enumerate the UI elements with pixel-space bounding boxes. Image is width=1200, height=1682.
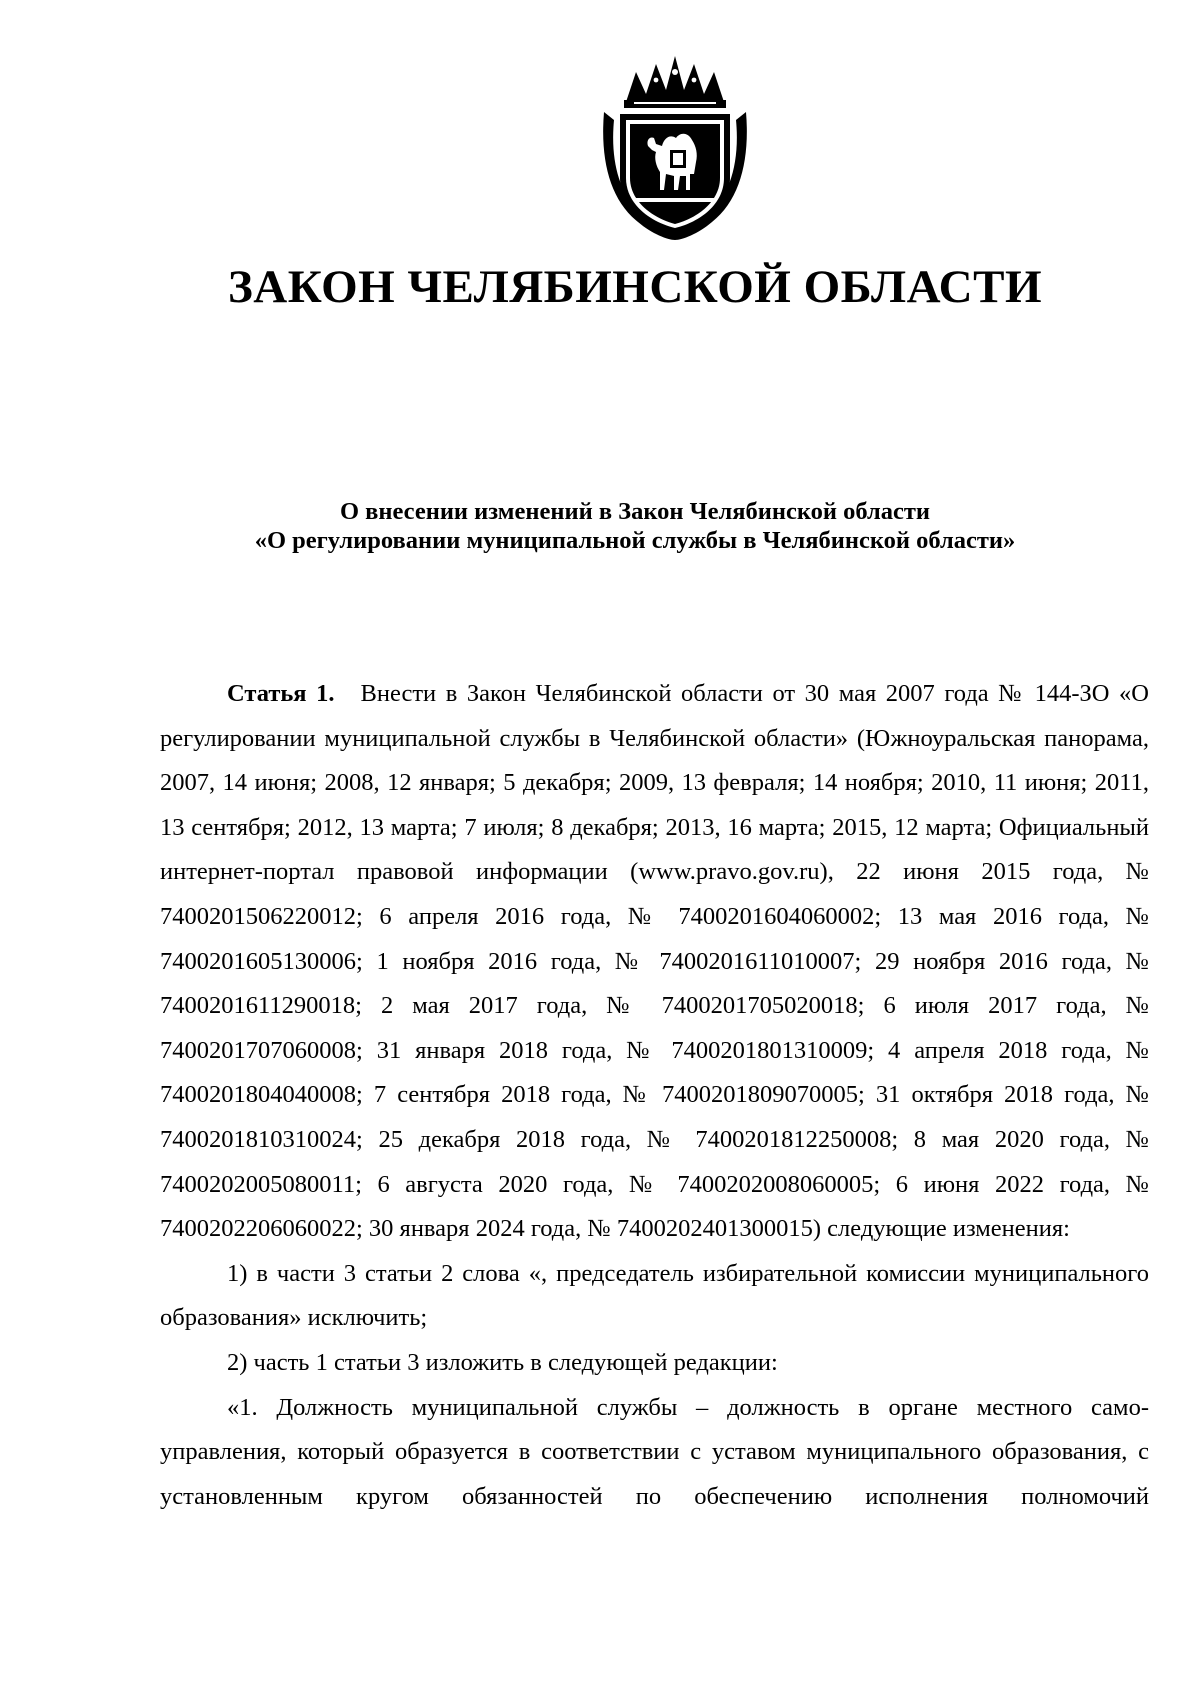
- article-1-paragraph: [160, 672, 1149, 1252]
- subject-line-2: «О регулировании муниципальной службы в Челябинской области»: [254, 527, 1016, 554]
- law-body: [160, 672, 1149, 1519]
- item-1-paragraph: 1) в части 3 статьи 2 слова «, председатель избирательной комиссии муниципального образования» исключить;: [160, 1259, 1149, 1332]
- subject-line-1: О внесении изменений в Закон Челябинской области: [339, 498, 931, 525]
- article-text: Внести в Закон Челябинской области от 30 мая 2007 года № 144-ЗО «О регулировании муниципальной службы в Челябинской области» (Южноуральская панорама, 2007, 14 июня; 2008, 12 января; 5 декабря; 2009, 13 февраля; 14 ноября; 2010, 11 июня; 2011, 13 сентября; 2012, 13 марта; 7 июля; 8 декабря; 2013, 16 марта; 2015, 12 марта; Официальный интернет-портал правовой информации (www.pravo.gov.ru), 22 июня 2015 года, № 7400201506220012; 6 апреля 2016 года, № 7400201604060002; 13 мая 2016 года, № 7400201605130006; 1 ноября 2016 года, № 7400201611010007; 29 ноября 2016 года, № 7400201611290018; 2 мая 2017 года, № 7400201705020018; 6 июля 2017 года, № 7400201707060008; 31 января 2018 года, № 7400201801310009; 4 апреля 2018 года, № 7400201804040008; 7 сентября 2018 года, № 7400201809070005; 31 октября 2018 года, № 7400201810310024; 25 декабря 2018 года, № 7400201812250008; 8 мая 2020 года, № 7400202005080011; 6 августа 2020 года, № 7400202008060005; 6 июня 2022 года, № 7400202206060022; 30 января 2024 года, № 7400202401300015) следующие изменения:: [160, 680, 1149, 1243]
- law-title: ЗАКОН ЧЕЛЯБИНСКОЙ ОБЛАСТИ: [227, 261, 1043, 313]
- article-label: Статья 1.: [227, 680, 335, 707]
- law-subject: [0, 497, 1200, 555]
- item-2-quote-paragraph: «1. Должность муниципальной службы – должность в органе местного самоуправления, который образуется в соответствии с уставом муниципального образования, с установленным кругом обязанностей по обеспечению исполнения полномочий: [160, 1393, 1149, 1510]
- item-2-paragraph: 2) часть 1 статьи 3 изложить в следующей редакции:: [227, 1348, 778, 1376]
- coat-of-arms-icon: [590, 50, 760, 242]
